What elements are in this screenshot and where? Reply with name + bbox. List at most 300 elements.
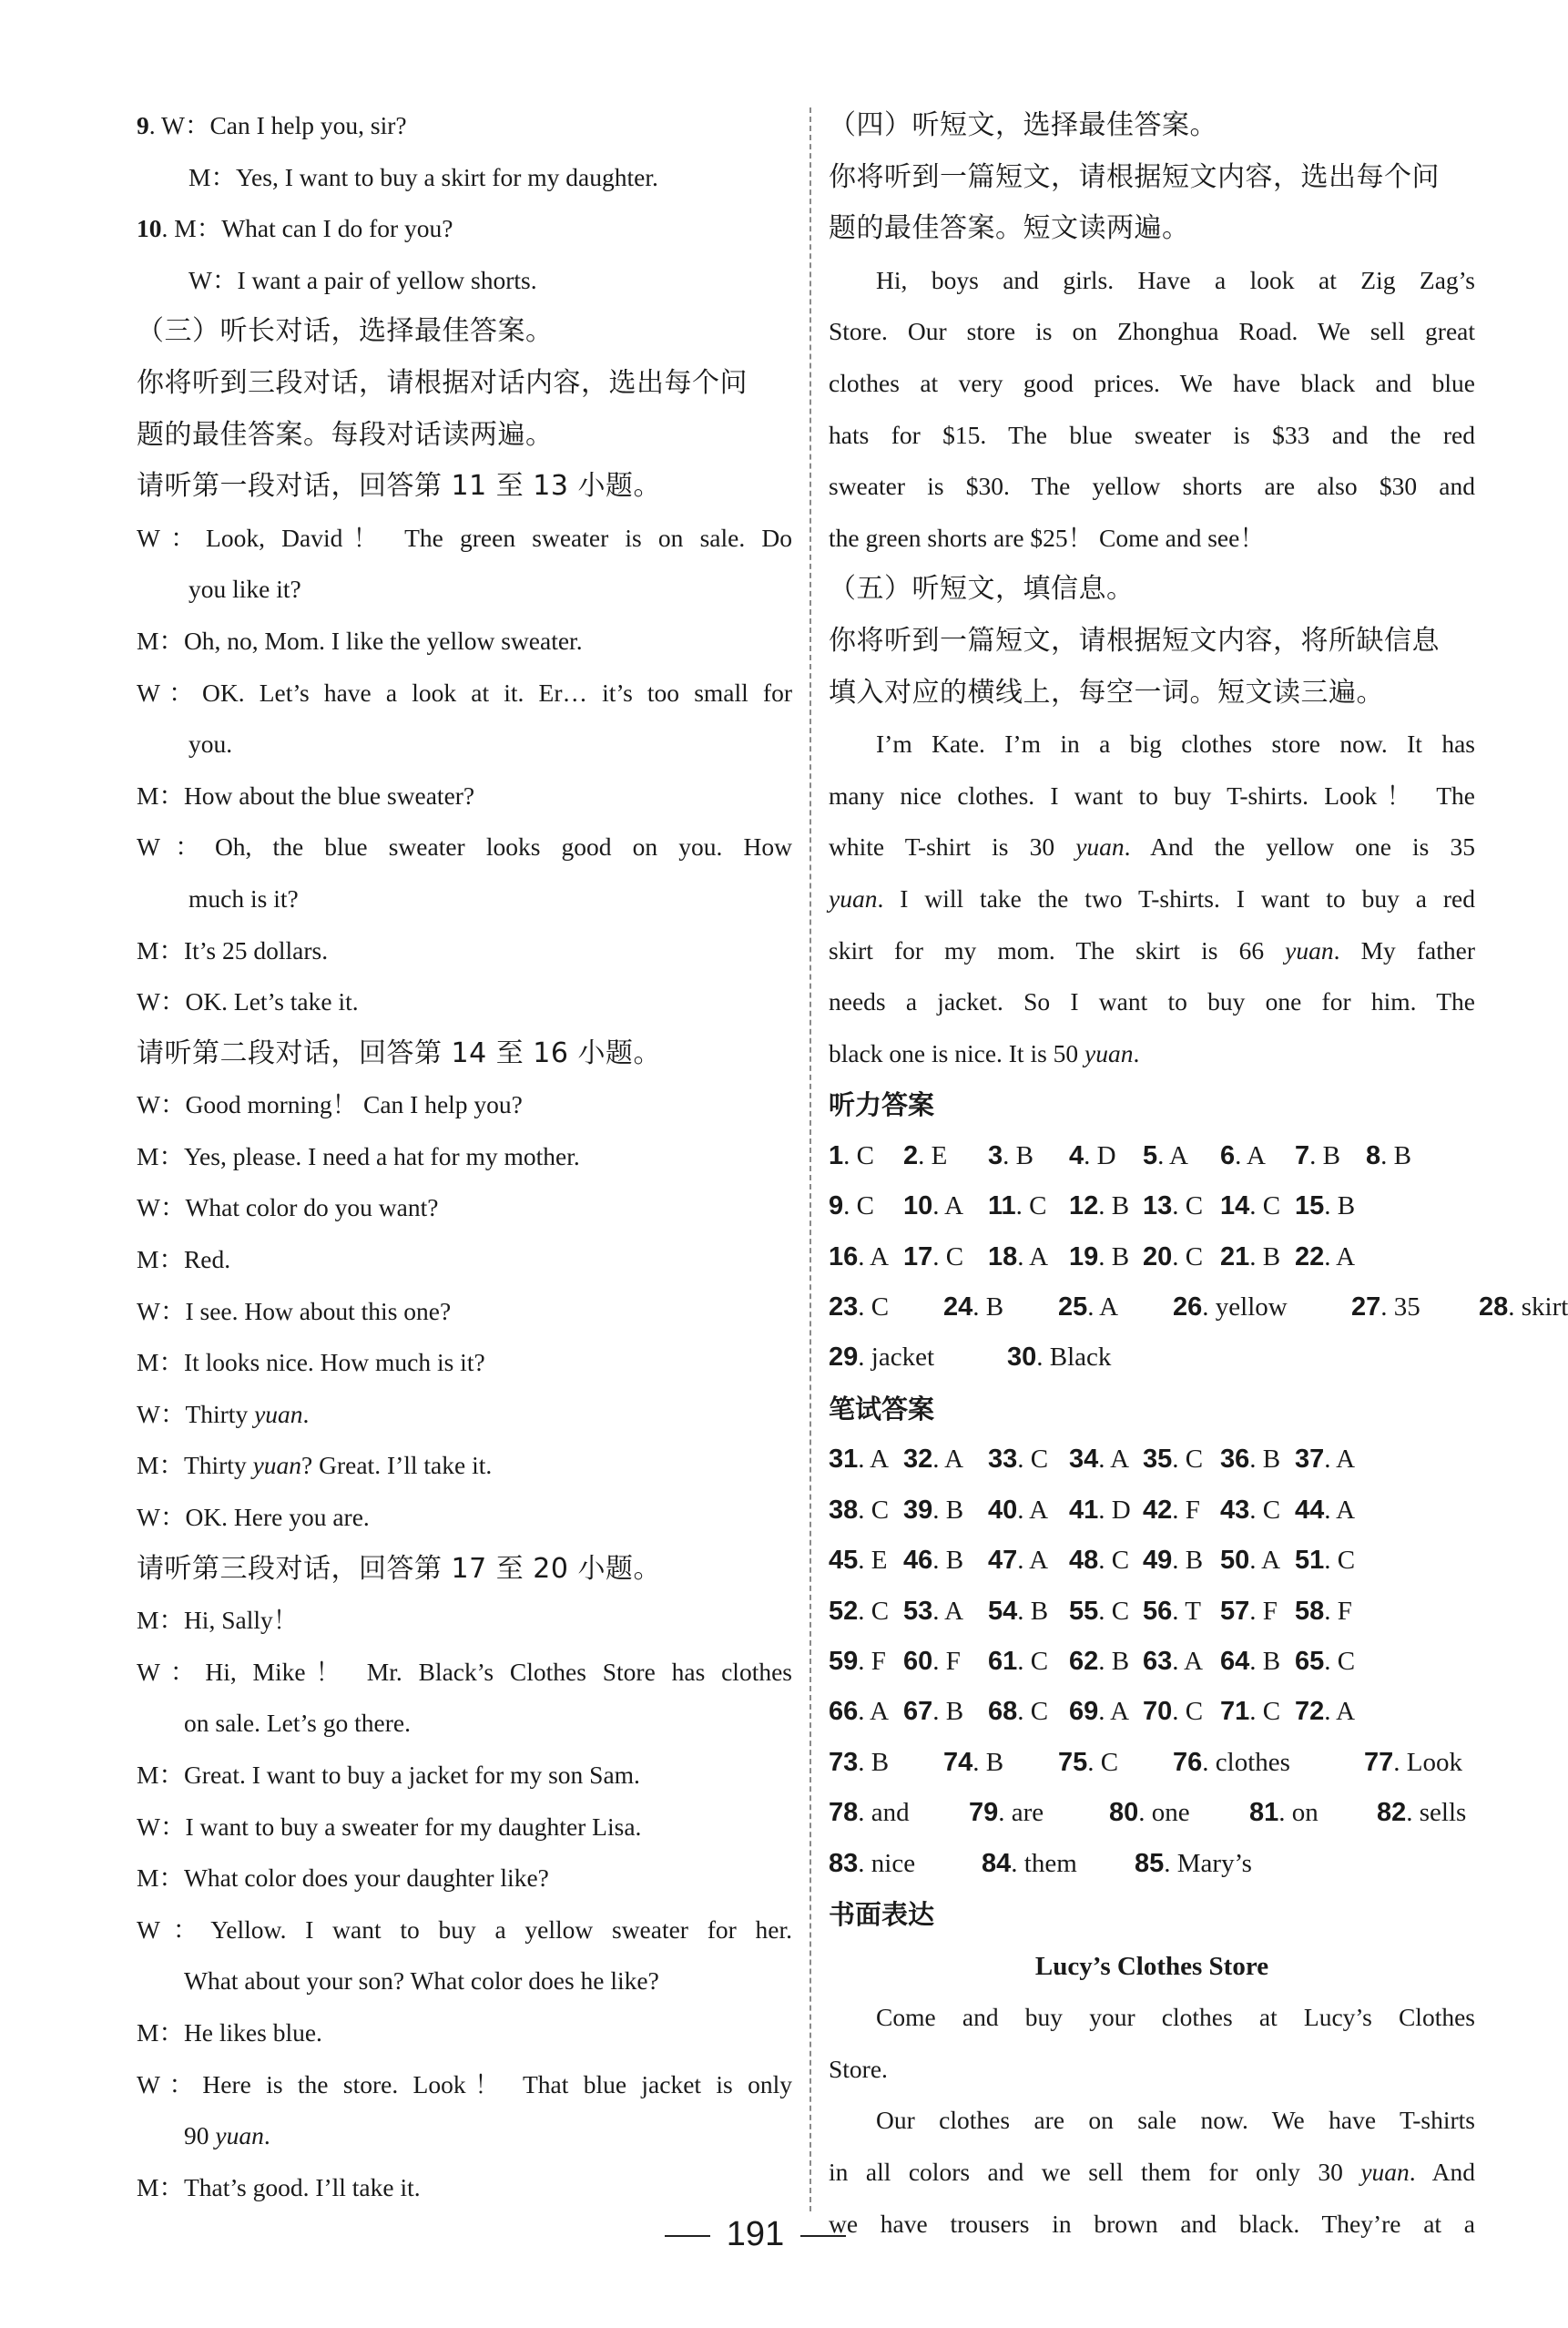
transcript-line [829,410,1475,462]
answer-number: 46 [903,1546,933,1576]
line-text: 你将听到一篇短文，请根据短文内容，将所缺信息 [829,624,1440,657]
transcript-line [137,1544,792,1596]
answer-row [829,1486,1475,1536]
transcript-line [137,152,792,204]
transcript-line [137,976,792,1028]
italic-word: yuan [252,1451,302,1480]
line-text: 请听第一段对话，回答第 11 至 13 小题。 [137,470,661,503]
line-text: W：What color do you want? [137,1193,439,1222]
answer-item [1220,1131,1266,1181]
answer-value: . C [1249,1191,1281,1221]
answer-item [903,1435,963,1485]
line-text: sweater is $30. The yellow shorts are also $30 and [829,472,1475,501]
transcript-line [137,564,792,616]
answer-item [1377,1788,1466,1838]
line-text: the green shorts are $25！ Come and see！ [829,523,1265,552]
answer-number: 74 [943,1747,973,1777]
italic-word: yuan [215,2121,264,2150]
answer-number: 16 [829,1241,859,1271]
answer-value: . B [932,1697,964,1727]
line-text: （五）听短文，填信息。 [829,573,1135,606]
answer-item [903,1232,963,1282]
transcript-line [137,1853,792,1904]
answer-item [1364,1738,1462,1788]
answer-item [969,1788,1044,1838]
transcript-line [829,822,1475,873]
line-text: 90 [184,2121,216,2150]
answer-number: 64 [1220,1646,1250,1676]
answer-value: . them [1011,1848,1077,1878]
answer-value: . B [1098,1191,1130,1221]
transcript-line [829,564,1475,616]
answer-number: 17 [903,1241,933,1271]
answer-number: 37 [1295,1445,1325,1475]
answer-number: 63 [1143,1646,1173,1676]
answer-item [1249,1788,1319,1838]
answer-number: 40 [988,1495,1018,1525]
answer-number: 1 [829,1140,844,1170]
answer-number: 69 [1069,1697,1099,1727]
answer-item [829,1282,889,1332]
transcript-line [137,100,792,152]
answer-number: 49 [1143,1546,1173,1576]
answer-item [829,1435,889,1485]
answer-item [1069,1587,1129,1637]
answer-row [829,1131,1475,1181]
line-text: （四）听短文，选择最佳答案。 [829,109,1217,141]
answer-number: 57 [1220,1596,1250,1626]
answer-number: 71 [1220,1697,1250,1727]
answer-number: 6 [1220,1140,1236,1170]
line-text: you like it? [188,575,301,604]
transcript-line [829,203,1475,255]
answer-value: . B [932,1495,964,1525]
answer-number: 75 [1058,1747,1088,1777]
answer-number: 52 [829,1596,859,1626]
line-text: M：Thirty [137,1451,253,1480]
answer-value: . A [1324,1241,1356,1271]
answer-number: 23 [829,1292,859,1322]
answer-item [829,1687,889,1737]
line-text: M：Yes, please. I need a hat for my mother. [137,1141,580,1170]
answer-number: 81 [1249,1798,1279,1828]
italic-word: yuan [254,1399,303,1428]
line-text: . W：Can I help you, sir? [148,111,407,139]
transcript-line [829,513,1475,565]
answer-number: 31 [829,1445,859,1475]
answer-row [829,1637,1475,1687]
answer-value: . C [858,1495,890,1525]
answer-item [1143,1587,1201,1637]
transcript-line [137,668,792,720]
answer-number: 54 [988,1596,1018,1626]
answer-item [1295,1587,1352,1637]
answer-number: 43 [1220,1495,1250,1525]
answer-item [982,1839,1077,1889]
line-text: W：Good morning！ Can I help you? [137,1090,523,1119]
answer-value: . A [1249,1546,1281,1576]
answer-item [1069,1536,1129,1586]
answer-value: . B [1380,1140,1411,1170]
answer-item [988,1181,1047,1231]
answer-row [829,1839,1475,1889]
page-number-footer [0,2215,1511,2254]
transcript-line [137,1182,792,1234]
answer-item [1143,1232,1203,1282]
line-text: M：It looks nice. How much is it? [137,1348,485,1377]
answer-value: . C [1324,1646,1356,1676]
answer-number: 61 [988,1646,1018,1676]
answer-item [1173,1282,1288,1332]
transcript-line [137,771,792,822]
footer-dash-left [665,2235,710,2237]
answer-row [829,1282,1568,1332]
transcript-line [137,358,792,410]
transcript-line [829,100,1475,152]
answer-number: 27 [1351,1292,1381,1322]
answer-number: 82 [1377,1798,1407,1828]
answer-row [829,1181,1475,1231]
answer-value: . C [1015,1191,1047,1221]
answer-number: 66 [829,1697,859,1727]
line-text: much is it? [188,883,299,913]
line-text: （三）听长对话，选择最佳答案。 [137,315,554,348]
line-tail: ? Great. I’ll take it. [301,1451,493,1480]
transcript-line [829,255,1475,307]
transcript-line [137,461,792,513]
answer-number: 7 [1295,1140,1310,1170]
answer-item [1058,1282,1118,1332]
line-text: W：Oh, the blue sweater looks good on you. How [137,832,792,862]
italic-word: yuan [1075,832,1125,862]
transcript-line [137,1492,792,1544]
line-text: M：Red. [137,1245,231,1274]
line-text: 你将听到三段对话，请根据对话内容，选出每个问 [137,366,748,399]
answer-value: . and [858,1798,910,1828]
line-text: W：I want to buy a sweater for my daughter Lisa. [137,1812,642,1841]
answer-value: . C [1249,1495,1281,1525]
answer-value: . C [932,1241,964,1271]
answer-item [1295,1435,1355,1485]
line-text: Our clothes are on sale now. We have T-shirts [876,2106,1475,2135]
answer-number: 48 [1069,1546,1099,1576]
answer-item [1295,1637,1355,1687]
answer-number: 18 [988,1241,1018,1271]
answer-value: . B [1003,1140,1033,1170]
transcript-line [829,719,1475,771]
transcript-line [137,616,792,668]
italic-word: yuan [1360,2157,1410,2186]
answer-row [829,1435,1475,1485]
answer-value: . C [1172,1191,1204,1221]
essay-line [829,2044,1475,2096]
answer-value: . B [1249,1646,1281,1676]
answer-item [1143,1131,1188,1181]
answer-item [1069,1232,1129,1282]
answer-number: 80 [1109,1798,1139,1828]
line-tail: . [1133,1038,1140,1067]
line-text: black one is nice. It is 50 [829,1038,1085,1067]
answer-value: . C [1017,1646,1049,1676]
transcript-line [829,358,1475,410]
answer-value: . C [858,1292,890,1322]
transcript-line [829,1028,1475,1080]
answer-value: . A [1235,1140,1266,1170]
answer-item [1069,1181,1129,1231]
answer-value: . B [972,1747,1004,1777]
answer-item [1220,1232,1280,1282]
answer-item [988,1131,1033,1181]
transcript-line [137,1389,792,1441]
answer-number: 22 [1295,1241,1325,1271]
line-text: M：How about the blue sweater? [137,781,475,810]
answer-number: 9 [829,1191,844,1221]
transcript-line [137,822,792,873]
answer-value: . F [858,1646,886,1676]
answer-number: 32 [903,1445,933,1475]
italic-word: yuan [1285,935,1334,965]
answer-number: 10 [903,1191,933,1221]
line-tail: . [263,2121,270,2150]
answer-item [829,1181,874,1231]
answer-item [1220,1687,1280,1737]
answer-number: 24 [943,1292,973,1322]
answer-row [829,1738,1475,1788]
answer-item [1295,1131,1340,1181]
answer-number: 77 [1364,1747,1394,1777]
answer-item [1220,1536,1280,1586]
answer-item [1069,1637,1129,1687]
answer-number: 3 [988,1140,1003,1170]
answer-item [1069,1486,1131,1536]
answer-value: . C [1017,1445,1049,1475]
answer-value: . A [1017,1546,1049,1576]
line-text: 请听第二段对话，回答第 14 至 16 小题。 [137,1036,661,1069]
line-tail: . [302,1399,310,1428]
answer-number: 47 [988,1546,1018,1576]
answer-number: 15 [1295,1191,1325,1221]
answer-item [1220,1486,1280,1536]
answer-value: . C [1172,1445,1204,1475]
answer-item [1143,1486,1200,1536]
answer-item [988,1687,1048,1737]
line-text: W：OK. Let’s take it. [137,987,359,1016]
answer-value: . A [932,1191,964,1221]
answer-number: 85 [1135,1848,1165,1878]
answer-value: . B [1249,1241,1281,1271]
answer-value: . A [1172,1646,1204,1676]
transcript-line [137,1698,792,1750]
essay-title: Lucy’s Clothes Store [1034,1951,1269,1981]
italic-word: yuan [1084,1038,1134,1067]
answer-value: . nice [858,1848,916,1878]
line-text: hats for $15. The blue sweater is $33 and the red [829,420,1475,449]
answer-item [988,1637,1048,1687]
answer-value: . B [1249,1445,1281,1475]
line-text: white T-shirt is 30 [829,832,1076,862]
answer-number: 33 [988,1445,1018,1475]
transcript-line [137,1079,792,1131]
line-text: M：Oh, no, Mom. I like the yellow sweater. [137,626,583,655]
answer-value: . F [1324,1596,1352,1626]
answer-number: 67 [903,1697,933,1727]
answer-value: . A [1087,1292,1119,1322]
transcript-line [137,2162,792,2214]
answer-value: . sells [1406,1798,1467,1828]
answer-value: . C [1172,1241,1204,1271]
answer-number: 13 [1143,1191,1173,1221]
answer-number: 11 [988,1191,1016,1221]
transcript-line [137,1750,792,1802]
answer-item [1143,1435,1203,1485]
transcript-line [137,925,792,977]
answer-item [1220,1637,1280,1687]
transcript-line [137,1286,792,1338]
line-text: W：Look, David！ The green sweater is on sale. Do [137,523,793,552]
transcript-passages [829,100,1475,1079]
line-text: clothes at very good prices. We have black and blue [829,368,1475,397]
answer-value: . C [843,1140,874,1170]
answer-row [829,1788,1475,1838]
answer-item [903,1131,947,1181]
answer-item [829,1332,934,1383]
line-text: many nice clothes. I want to buy T-shirts. Look！ The [829,781,1475,810]
line-text: W：OK. Let’s have a look at it. Er… it’s too small for [137,678,792,707]
transcript-line [829,461,1475,513]
listening-answers [829,1131,1568,1384]
answer-number: 35 [1143,1445,1173,1475]
answer-value: . C [1087,1747,1119,1777]
answer-number: 55 [1069,1596,1099,1626]
answer-item [1143,1637,1203,1687]
line-text: in all colors and we sell them for only 30 [829,2157,1361,2186]
answer-number: 25 [1058,1292,1088,1322]
line-text: W：Here is the store. Look！ That blue jacket is only [137,2069,792,2098]
answer-row [829,1536,1475,1586]
transcript-line [137,1028,792,1080]
line-text: needs a jacket. So I want to buy one for him. The [829,987,1475,1016]
line-text: W：I see. How about this one? [137,1296,452,1325]
answer-item [1295,1486,1355,1536]
answer-number: 51 [1295,1546,1325,1576]
transcript-line [137,1337,792,1389]
answer-item [1058,1738,1118,1788]
transcript-line [137,1595,792,1647]
essay-line [829,2095,1475,2147]
answer-value: . A [1017,1495,1049,1525]
answer-item [829,1637,886,1687]
answer-number: 44 [1295,1495,1325,1525]
transcript-line [137,2110,792,2162]
answer-value: . A [1157,1140,1188,1170]
line-text: 请听第三段对话，回答第 17 至 20 小题。 [137,1552,661,1585]
answer-number: 38 [829,1495,859,1525]
left-column [137,100,792,2213]
answer-value: . A [932,1445,964,1475]
answer-value: . are [998,1798,1044,1828]
answer-number: 58 [1295,1596,1325,1626]
line-text: W：Yellow. I want to buy a yellow sweater for her. [137,1914,792,1944]
line-text: 填入对应的横线上，每空一词。短文读三遍。 [829,676,1384,709]
answer-item [1295,1181,1355,1231]
footer-dash-right [800,2235,846,2237]
answer-value: . one [1138,1798,1190,1828]
answer-number: 72 [1295,1697,1325,1727]
line-text: 你将听到一篇短文，请根据短文内容，选出每个问 [829,160,1440,193]
answer-number: 84 [982,1848,1012,1878]
writing-heading: 书面表达 [829,1898,935,1930]
transcript-line [137,1234,792,1286]
line-text: on sale. Let’s go there. [184,1709,411,1738]
answer-item [903,1687,963,1737]
line-text: What about your son? What color does he like? [184,1966,659,1996]
line-text: we have trousers in brown and black. They’re at a [829,2209,1475,2238]
right-column [829,100,1568,2250]
answer-value: . B [1172,1546,1204,1576]
answer-item [903,1536,963,1586]
line-text: M：That’s good. I’ll take it. [137,2172,421,2201]
answer-value: . A [1098,1697,1130,1727]
answer-item [988,1232,1048,1282]
transcript-line [137,2007,792,2059]
answer-value: . F [1249,1596,1278,1626]
answer-value: . D [1084,1140,1116,1170]
line-text: M：Hi, Sally！ [137,1606,299,1635]
answer-item [829,1839,915,1889]
answer-value: . F [1172,1495,1200,1525]
answer-item [1366,1131,1411,1181]
answer-number: 36 [1220,1445,1250,1475]
line-tail: . And [1409,2157,1475,2186]
transcript-line [137,873,792,925]
answer-row [829,1332,1475,1383]
line-text: 题的最佳答案。每段对话读两遍。 [137,418,554,451]
line-text: . I will take the two T-shirts. I want to buy a red [877,883,1475,913]
answer-number: 19 [1069,1241,1099,1271]
answer-number: 65 [1295,1646,1325,1676]
answer-value: . C [858,1596,890,1626]
answer-number: 20 [1143,1241,1173,1271]
answer-value: . A [858,1697,890,1727]
answer-item [1173,1738,1290,1788]
line-text: M：Yes, I want to buy a skirt for my daughter. [188,162,658,191]
answer-row [829,1232,1475,1282]
answer-item [1220,1435,1280,1485]
answer-item [988,1435,1048,1485]
answer-number: 62 [1069,1646,1099,1676]
answer-number: 50 [1220,1546,1250,1576]
answer-row [829,1587,1475,1637]
answer-value: . B [858,1747,890,1777]
answer-value: . B [1017,1596,1049,1626]
line-text: 题的最佳答案。短文读两遍。 [829,212,1190,245]
answer-number: 79 [969,1798,999,1828]
transcript-line [137,255,792,307]
transcript-line [137,1440,792,1492]
answer-value: . C [1098,1546,1130,1576]
answer-item [1109,1788,1190,1838]
answer-row [829,1687,1475,1737]
essay-body [829,1992,1475,2250]
transcript-line [829,152,1475,204]
transcript-line [829,306,1475,358]
listening-answers-heading: 听力答案 [829,1089,935,1121]
transcript-line [137,410,792,462]
transcript-line [829,925,1475,977]
essay-line [829,2147,1475,2199]
answer-value: . A [1324,1697,1356,1727]
line-text: W：I want a pair of yellow shorts. [188,265,537,294]
